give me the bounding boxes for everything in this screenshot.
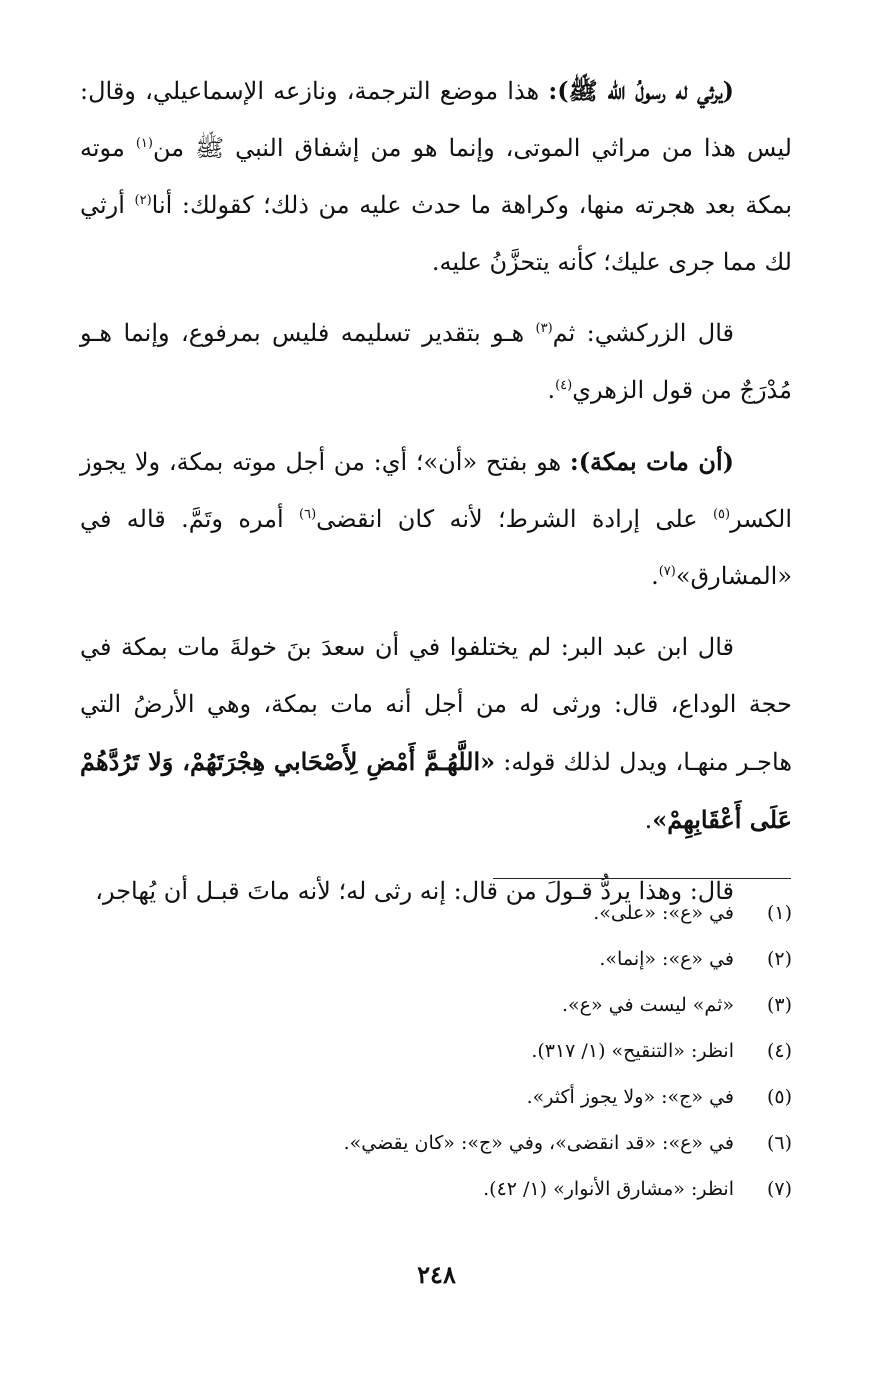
paragraph-text: موته بمكة بعد هجرته منها، وكراهة ما حدث عليه من ذلك؛ كقولك: أنا: [80, 134, 792, 219]
paragraph-text: على إرادة الشرط؛ لأنه كان انقضى: [316, 505, 713, 533]
lemma-heading: (يرثي له رسولُ الله ﷺ):: [548, 76, 734, 105]
paragraph-text: قال الزركشي: ثم: [552, 319, 734, 347]
paragraph-text: أرثي لك مما جرى عليك؛ كأنه يتحزَّنُ عليه.: [80, 191, 792, 276]
lemma-heading: (أن مات بمكة):: [569, 447, 734, 476]
footnote-ref: (٤): [555, 378, 573, 393]
footnote-number: (٤): [766, 1040, 792, 1062]
footnote-ref: (٦): [299, 507, 317, 522]
paragraph-text: .: [651, 562, 659, 590]
footnote-number: (٥): [766, 1086, 792, 1108]
footnote-item: [80, 1028, 792, 1074]
footnote-text: «ثم» ليست في «ع».: [562, 994, 734, 1016]
paragraph-1: [80, 62, 792, 291]
footnote-divider: [493, 878, 791, 879]
paragraph-4: [80, 619, 792, 849]
footnote-text: في «ج»: «ولا يجوز أكثر».: [526, 1086, 734, 1108]
page-number: ٢٤٨: [417, 1260, 456, 1289]
footnote-item: [80, 982, 792, 1028]
paragraph-text: هـو بتقدير تسليمه فليس بمرفوع، وإنما هـو مُدْرَجٌ من قول الزهري: [80, 319, 792, 404]
paragraph-text: قال ابن عبد البر: لم يختلفوا في أن سعدَ بنَ خولةَ مات بمكة في حجة الوداع، قال: ورثى له من أجل أنه مات بمكة، وهي الأرضُ التي هاجـر منهـا، ويدل لذلك قوله:: [80, 633, 792, 776]
paragraph-text: أمره وتَمَّ. قاله في «المشارق»: [80, 505, 792, 590]
hadith-quote: «اللَّهُـمَّ أَمْضِ لِأَصْحَابي هِجْرَتَهُمْ، وَلا تَرُدَّهُمْ عَلَى أَعْقَابِهِمْ»: [80, 747, 792, 834]
paragraph-text: .: [547, 376, 556, 404]
paragraph-text: .: [644, 806, 653, 834]
footnote-number: (٧): [766, 1178, 792, 1200]
footnote-text: في «ع»: «إنما».: [599, 948, 734, 970]
footnote-number: (٣): [766, 994, 792, 1016]
footnote-text: في «ع»: «على».: [593, 902, 734, 924]
footnote-text: انظر: «مشارق الأنوار» (١/ ٤٢).: [483, 1178, 734, 1200]
footnote-item: [80, 1166, 792, 1212]
footnote-text: انظر: «التنقيح» (١/ ٣١٧).: [531, 1040, 734, 1062]
paragraph-3: [80, 433, 792, 605]
footnote-ref: (٣): [535, 321, 553, 336]
paragraph-text: قال: وهذا يردُّ قـولَ من قال: إنه رثى له؛ لأنه ماتَ قبـل أن يُهاجر،: [95, 877, 734, 905]
footnote-ref: (٧): [658, 564, 676, 579]
footnote-item: [80, 936, 792, 982]
main-text: [80, 62, 792, 934]
footnote-number: (٦): [766, 1132, 792, 1154]
footnote-ref: (١): [135, 136, 153, 151]
footnote-item: [80, 1120, 792, 1166]
paragraph-text: هو بفتح «أن»؛ أي: من أجل موته بمكة، ولا يجوز الكسر: [80, 448, 792, 533]
footnote-item: [80, 1074, 792, 1120]
footnote-number: (١): [766, 902, 792, 924]
footnote-ref: (٥): [712, 507, 731, 522]
footnotes-list: [80, 890, 792, 1212]
footnote-item: [80, 890, 792, 936]
footnote-ref: (٢): [134, 193, 152, 208]
paragraph-text: هذا موضع الترجمة، ونازعه الإسماعيلي، وقال: ليس هذا من مراثي الموتى، وإنما هو من إشفاق النبي ﷺ من: [80, 77, 792, 162]
footnote-text: في «ع»: «قد انقضى»، وفي «ج»: «كان يقضي».: [343, 1132, 734, 1154]
footnote-number: (٢): [766, 948, 792, 970]
paragraph-2: [80, 305, 792, 419]
